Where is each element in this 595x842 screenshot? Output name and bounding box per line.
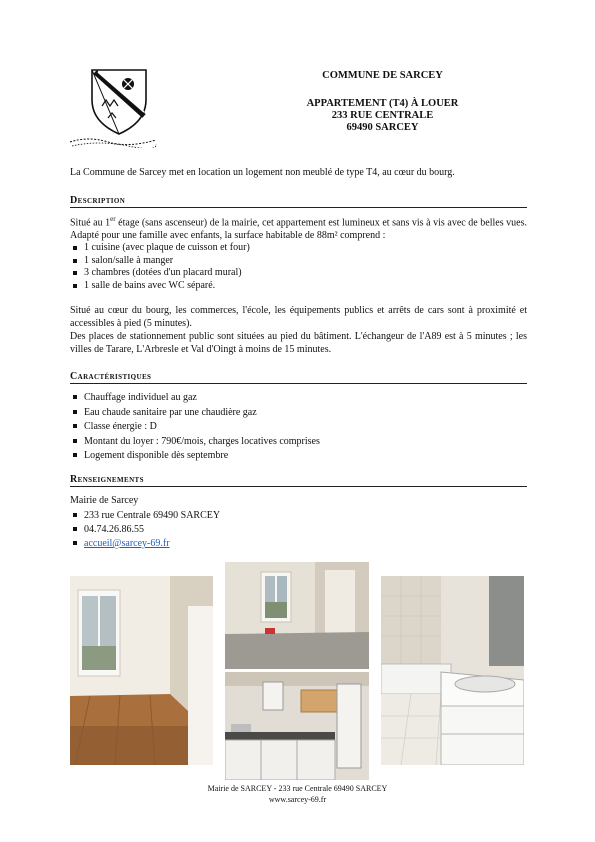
caracteristiques-list — [70, 391, 527, 464]
commune-crest-logo — [68, 66, 158, 148]
renseignements-heading: Renseignements — [70, 474, 527, 487]
list-item: Eau chaude sanitaire par une chaudière gaz — [70, 406, 527, 421]
description-paragraph-2: Situé au cœur du bourg, les commerces, l'école, les équipements publics et arrêts de cars sont à proximité et accessibles à pied (5 minutes). — [70, 305, 527, 329]
p1-start: Situé au 1 — [70, 217, 111, 229]
footer-address: Mairie de SARCEY - 233 rue Centrale 69490 SARCEY — [207, 784, 388, 793]
footer — [0, 783, 595, 805]
photo-living-room — [70, 576, 213, 765]
header-block — [255, 70, 510, 134]
list-item: 1 salle de bains avec WC séparé. — [70, 280, 527, 293]
contact-address: 233 rue Centrale 69490 SARCEY — [70, 509, 527, 523]
offer-street: 233 RUE CENTRALE — [331, 110, 434, 121]
contact-name: Mairie de Sarcey — [70, 495, 139, 506]
offer-city: 69490 SARCEY — [346, 122, 419, 133]
photo-kitchen — [225, 672, 369, 780]
description-paragraph-1 — [70, 213, 527, 243]
list-item: Classe énergie : D — [70, 420, 527, 435]
intro-text: La Commune de Sarcey met en location un logement non meublé de type T4, au cœur du bourg. — [70, 167, 455, 178]
list-item: 1 cuisine (avec plaque de cuisson et four) — [70, 242, 527, 255]
list-item: Logement disponible dès septembre — [70, 449, 527, 464]
contact-email-item — [70, 537, 527, 551]
photo-bedroom — [225, 562, 369, 669]
offer-title: APPARTEMENT (T4) À LOUER — [306, 98, 459, 109]
contact-email-link[interactable]: accueil@sarcey-69.fr — [84, 538, 170, 549]
list-item: Chauffage individuel au gaz — [70, 391, 527, 406]
footer-website[interactable]: www.sarcey-69.fr — [268, 795, 327, 804]
description-paragraph-3: Des places de stationnement public sont situées au pied du bâtiment. L'échangeur de l'A89 est à 5 minutes ; les villes de Tarare, L'Arbresle et Val d'Oingt à moins de 15 minutes. — [70, 331, 527, 355]
p1-rest: étage (sans ascenseur) de la mairie, cet appartement est lumineux et sans vis à vis avec de belles vues. Adapté pour une famille avec enfants, la surface habitable de 88m² comprend : — [70, 217, 528, 241]
contact-list — [70, 509, 527, 551]
description-list — [70, 242, 527, 292]
list-item: Montant du loyer : 790€/mois, charges locatives comprises — [70, 435, 527, 450]
description-heading: Description — [70, 195, 527, 208]
list-item: 1 salon/salle à manger — [70, 255, 527, 268]
p1-superscript: er — [110, 215, 116, 223]
commune-title: COMMUNE DE SARCEY — [322, 70, 443, 81]
list-item: 3 chambres (dotées d'un placard mural) — [70, 267, 527, 280]
contact-phone: 04.74.26.86.55 — [70, 523, 527, 537]
caracteristiques-heading: Caractéristiques — [70, 371, 527, 384]
photo-bathroom — [381, 576, 524, 765]
